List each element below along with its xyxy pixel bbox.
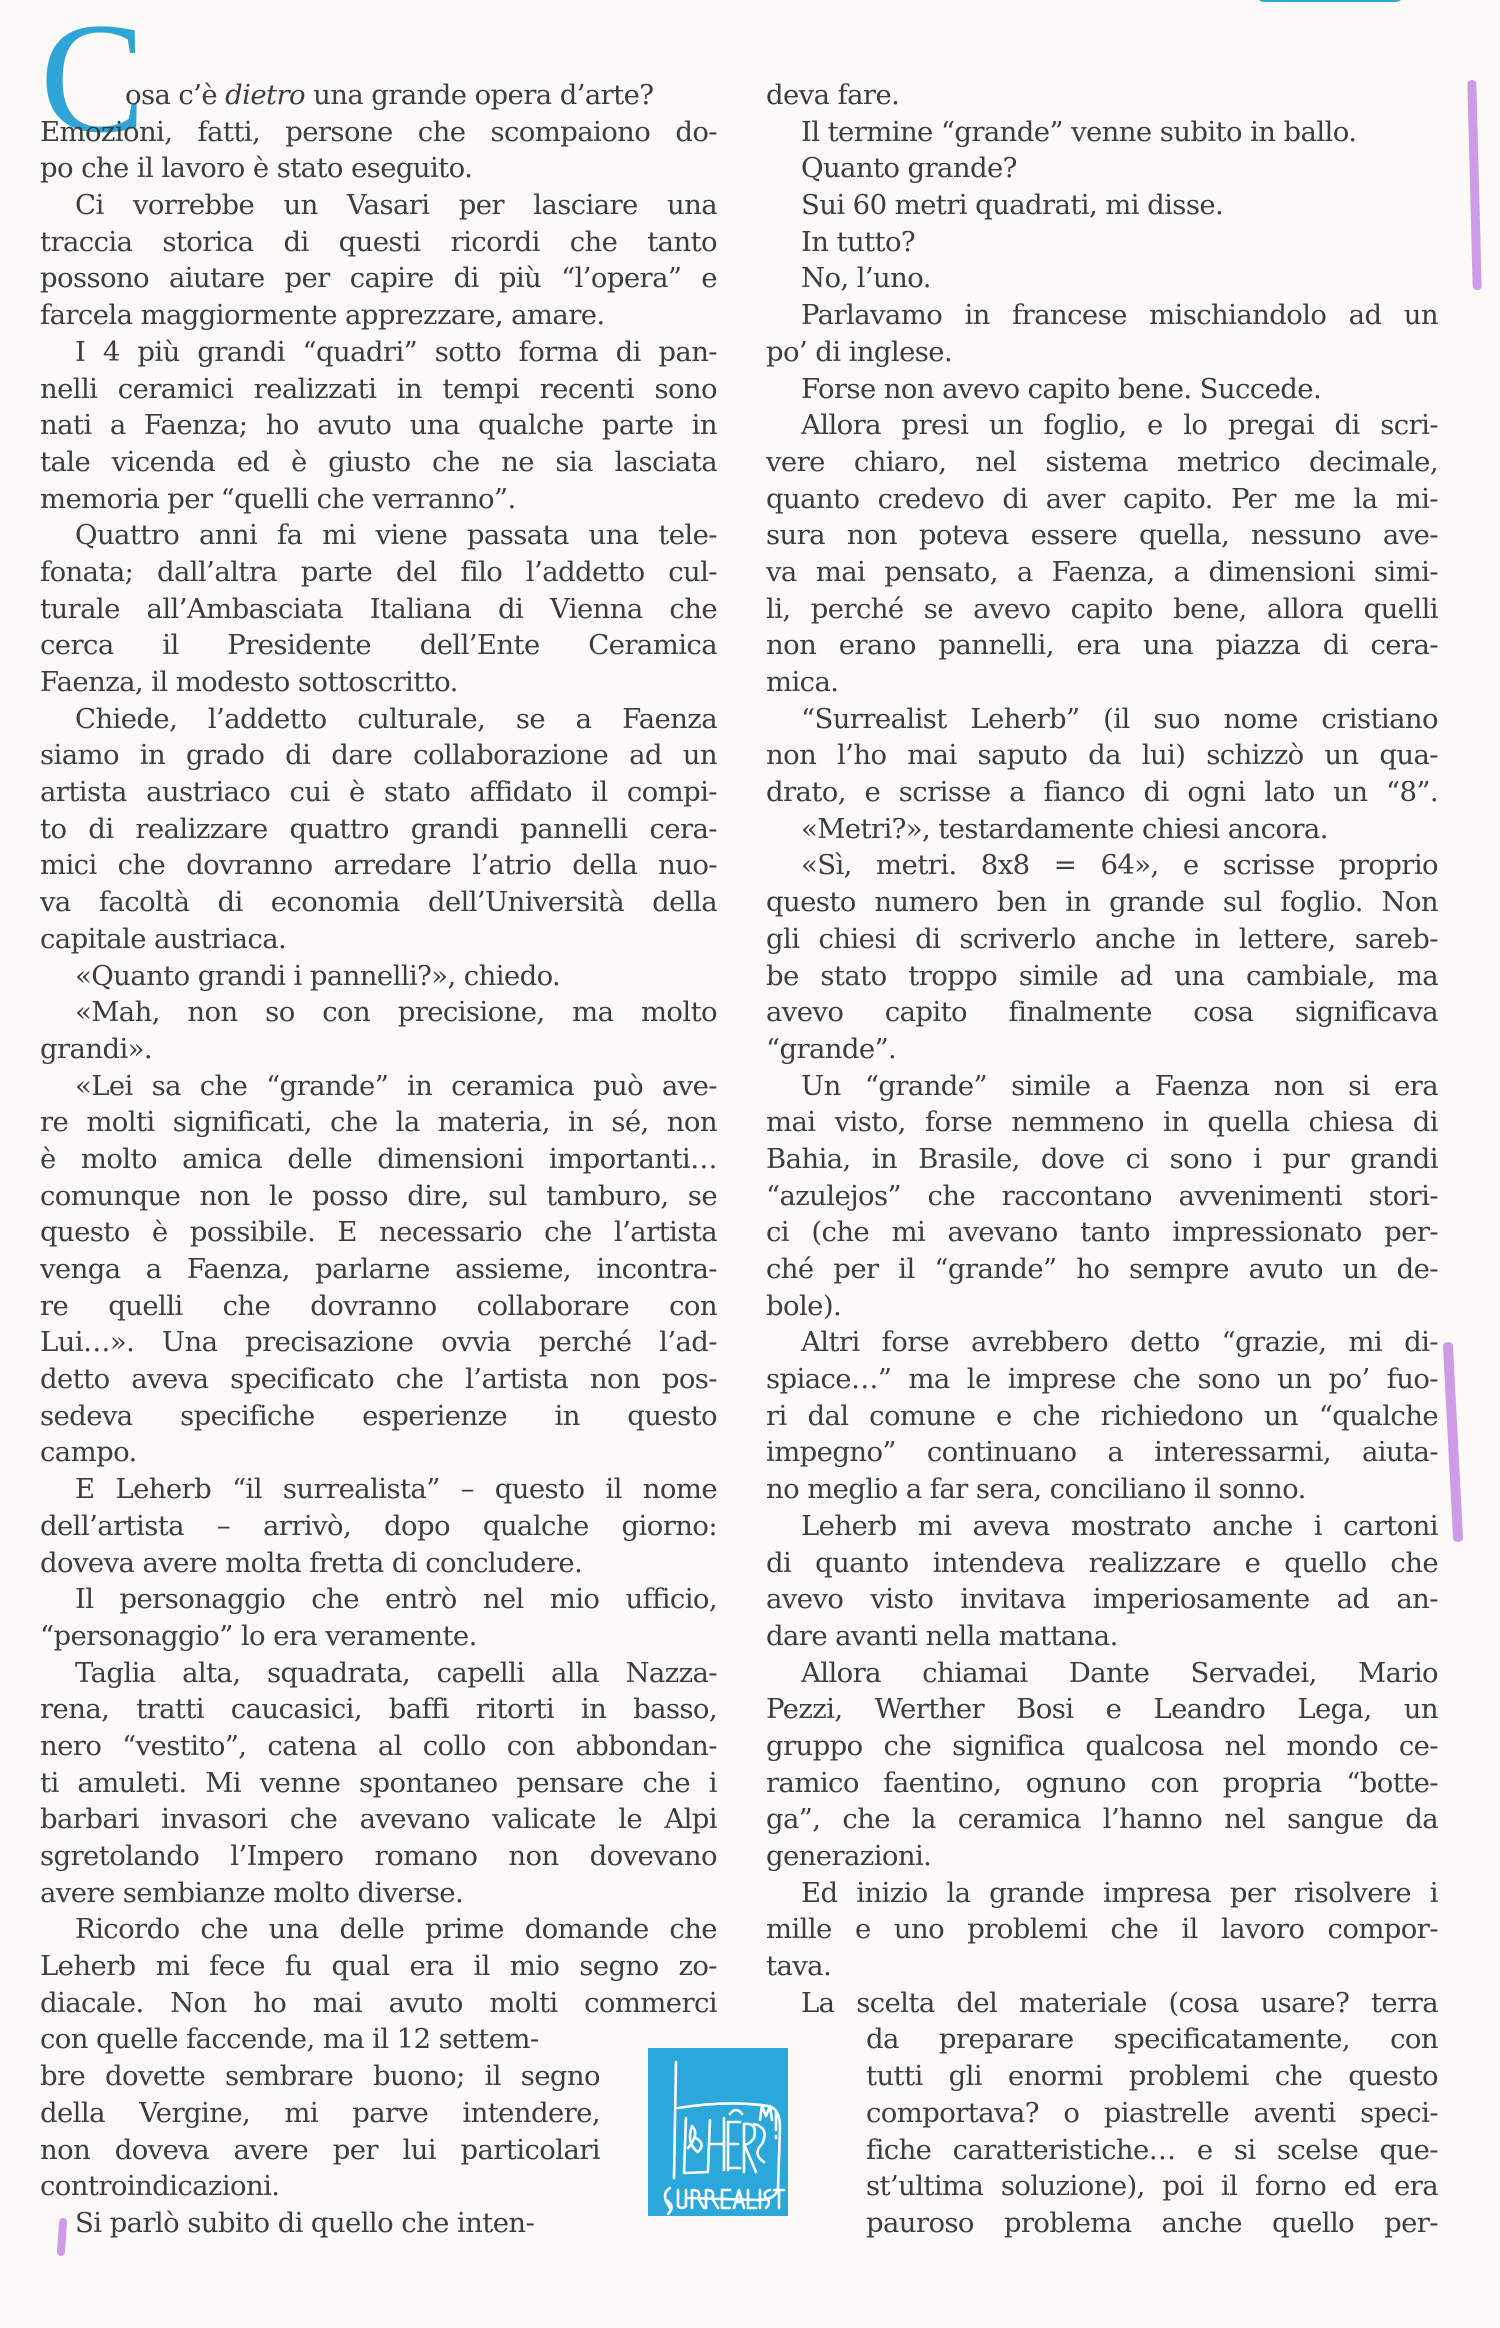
text-line: è molto amica delle dimensioni importanti… [40, 1142, 717, 1175]
text-line: va mai pensato, a Faenza, a dimensioni simi- [766, 555, 1438, 588]
text-line: li, perché se avevo capito bene, allora quelli [766, 592, 1438, 625]
highlighter-mark-top [1467, 80, 1481, 290]
text-line: gruppo che significa qualcosa nel mondo ce- [766, 1729, 1438, 1762]
text-line: «Lei sa che “grande” in ceramica può ave- [75, 1069, 717, 1102]
text-line: doveva avere molta fretta di concludere. [40, 1546, 583, 1579]
text-line: rena, tratti caucasici, baffi ritorti in basso, [40, 1693, 717, 1726]
text-line: tava. [766, 1950, 832, 1983]
text-line: bole). [766, 1289, 842, 1322]
text-line: barbari invasori che avevano valicate le Alpi [40, 1803, 717, 1836]
text-fragment: osa c’è [125, 79, 226, 111]
text-line: Leherb mi fece fu qual era il mio segno zo- [40, 1950, 717, 1983]
text-line: ché per il “grande” ho sempre avuto un de- [766, 1253, 1438, 1285]
text-line: diacale. Non ho mai avuto molti commerci [40, 1986, 717, 2019]
text-line: capitale austriaca. [40, 922, 287, 955]
text-line: Parlavamo in francese mischiandolo ad un [801, 299, 1438, 332]
highlighter-mark-bottom [57, 2218, 68, 2256]
text-line: avevo visto invitava imperiosamente ad an- [766, 1583, 1438, 1616]
text-line: della Vergine, mi parve intendere, [40, 2096, 600, 2129]
text-line: da preparare specificatamente, con [866, 2023, 1438, 2056]
text-line: Chiede, l’addetto culturale, se a Faenza [75, 702, 717, 735]
text-line: con quelle faccende, ma il 12 settem- [40, 2023, 539, 2056]
text-line: tutti gli enormi problemi che questo [866, 2060, 1438, 2093]
text-line: questo è possibile. E necessario che l’artista [40, 1216, 717, 1249]
text-line: Il personaggio che entrò nel mio ufficio, [75, 1583, 717, 1616]
text-line: ramico faentino, ognuno con propria “botte- [766, 1766, 1438, 1799]
text-line: Leherb mi aveva mostrato anche i cartoni [801, 1509, 1438, 1542]
text-line: Ed inizio la grande impresa per risolvere i [801, 1876, 1438, 1909]
text-line: be stato troppo simile ad una cambiale, ma [766, 959, 1438, 992]
text-line: quanto credevo di aver capito. Per me la mi- [766, 482, 1438, 515]
text-line: artista austriaco cui è stato affidato il compi- [40, 776, 717, 809]
text-line: avevo capito finalmente cosa significava [766, 996, 1438, 1029]
text-line: st’ultima soluzione), poi il forno ed era [866, 2170, 1438, 2203]
text-line: Taglia alta, squadrata, capelli alla Nazza- [75, 1656, 717, 1689]
text-line: questo numero ben in grande sul foglio. Non [766, 886, 1438, 919]
text-line: tale vicenda ed è giusto che ne sia lasciata [40, 445, 717, 478]
text-line: bre dovette sembrare buono; il segno [40, 2060, 600, 2093]
highlighter-mark-middle [1443, 1342, 1463, 1542]
text-line: possono aiutare per capire di più “l’opera” e [40, 262, 717, 295]
text-line: La scelta del materiale (cosa usare? terra [801, 1986, 1438, 2019]
text-line: nelli ceramici realizzati in tempi recenti sono [40, 372, 717, 405]
text-line: va facoltà di economia dell’Università della [40, 886, 717, 919]
text-line: non l’ho mai saputo da lui) schizzò un qua- [766, 739, 1438, 772]
text-line: «Quanto grandi i pannelli?», chiedo. [75, 959, 561, 992]
text-line: E Leherb “il surrealista” – questo il nome [75, 1473, 717, 1506]
text-line: vere chiaro, nel sistema metrico decimale, [766, 445, 1438, 478]
text-line: campo. [40, 1436, 137, 1469]
text-line: pauroso problema anche quello per- [866, 2206, 1438, 2239]
text-line: nero “vestito”, catena al collo con abbondan- [40, 1729, 717, 1762]
text-line: non erano pannelli, era una piazza di cera- [766, 629, 1438, 662]
text-line: detto aveva specificato che l’artista non pos- [40, 1363, 717, 1396]
text-line: to di realizzare quattro grandi pannelli cera- [40, 812, 717, 845]
text-line: gli chiesi di scriverlo anche in lettere, sareb- [766, 922, 1438, 955]
text-line: ti amuleti. Mi venne spontaneo pensare che i [40, 1766, 717, 1799]
text-line: No, l’uno. [801, 262, 931, 295]
text-line: “Surrealist Leherb” (il suo nome cristiano [801, 702, 1438, 735]
text-line: Ricordo che una delle prime domande che [75, 1913, 717, 1946]
drop-cap: C [40, 0, 146, 166]
text-line: «Metri?», testardamente chiesi ancora. [801, 812, 1328, 845]
text-line: Allora presi un foglio, e lo pregai di scri- [801, 409, 1438, 442]
text-line: re molti significati, che la materia, in sé, non [40, 1106, 717, 1139]
text-line: comportava? o piastrelle aventi speci- [866, 2096, 1438, 2129]
text-line: nati a Faenza; ho avuto una qualche parte in [40, 409, 717, 442]
text-line: venga a Faenza, parlarne assieme, incontra- [40, 1253, 717, 1285]
text-line: memoria per “quelli che verranno”. [40, 482, 516, 515]
text-line: spiace…” ma le imprese che sono un po’ fuo- [766, 1363, 1438, 1396]
text-line: po’ di inglese. [766, 335, 953, 368]
text-line: sgretolando l’Impero romano non dovevano [40, 1840, 717, 1872]
text-line: traccia storica di questi ricordi che tanto [40, 225, 717, 258]
text-line: grandi». [40, 1032, 153, 1065]
text-line: Bahia, in Brasile, dove ci sono i pur grandi [766, 1142, 1438, 1175]
text-line: dell’artista – arrivò, dopo qualche giorno: [40, 1509, 717, 1542]
text-line: ri dal comune e che richiedono un “qualche [766, 1399, 1438, 1432]
text-line: Quattro anni fa mi viene passata una tele- [75, 519, 717, 552]
text-line: ci (che mi avevano tanto impressionato per- [766, 1216, 1438, 1249]
text-line: sedeva specifiche esperienze in questo [40, 1399, 717, 1432]
text-line: In tutto? [801, 225, 916, 258]
text-fragment: una grande opera d’arte? [305, 79, 654, 111]
signature-icon [648, 2048, 788, 2216]
text-line: deva fare. [766, 79, 900, 111]
text-line: Ci vorrebbe un Vasari per lasciare una [75, 189, 717, 222]
text-line: “azulejos” che raccontano avvenimenti stori- [766, 1179, 1438, 1212]
text-line: siamo in grado di dare collaborazione ad un [40, 739, 717, 772]
text-line: avere sembianze molto diverse. [40, 1876, 464, 1909]
text-line: mica. [766, 666, 839, 698]
text-line: fonata; dall’altra parte del filo l’addetto cul- [40, 555, 717, 588]
text-line [40, 77, 717, 114]
text-line: mille e uno problemi che il lavoro compor- [766, 1913, 1438, 1946]
text-line: mai visto, forse nemmeno in quella chiesa di [766, 1106, 1438, 1139]
text-line: Emozioni, fatti, persone che scompaiono do- [40, 115, 717, 148]
text-line: Faenza, il modesto sottoscritto. [40, 666, 458, 698]
text-line: turale all’Ambasciata Italiana di Vienna che [40, 592, 717, 625]
text-line: Sui 60 metri quadrati, mi disse. [801, 189, 1224, 222]
text-line: cerca il Presidente dell’Ente Ceramica [40, 629, 717, 662]
text-line: Un “grande” simile a Faenza non si era [801, 1069, 1438, 1102]
text-line: fiche caratteristiche… e si scelse que- [866, 2133, 1438, 2166]
text-line: no meglio a far sera, conciliano il sonno. [766, 1473, 1306, 1506]
text-line: Allora chiamai Dante Servadei, Mario [801, 1656, 1438, 1689]
text-line: Forse non avevo capito bene. Succede. [801, 372, 1322, 405]
text-line: di quanto intendeva realizzare e quello che [766, 1546, 1438, 1579]
text-line: «Mah, non so con precisione, ma molto [75, 996, 717, 1029]
text-line: comunque non le posso dire, sul tamburo, se [40, 1179, 717, 1212]
text-line: po che il lavoro è stato eseguito. [40, 152, 473, 185]
text-line: Il termine “grande” venne subito in ballo. [801, 115, 1357, 148]
text-line: impegno” continuano a interessarmi, aiuta- [766, 1436, 1438, 1469]
left-column [40, 77, 717, 2242]
text-line: Pezzi, Werther Bosi e Leandro Lega, un [766, 1693, 1438, 1726]
text-line: non doveva avere per lui particolari [40, 2133, 600, 2166]
text-line: Quanto grande? [801, 152, 1017, 185]
text-line: mici che dovranno arredare l’atrio della nuo- [40, 849, 717, 882]
text-line: “personaggio” lo era veramente. [40, 1619, 477, 1652]
italic-word: dietro [225, 79, 305, 111]
text-line: controindicazioni. [40, 2170, 280, 2203]
text-line: «Sì, metri. 8x8 = 64», e scrisse proprio [801, 849, 1438, 882]
text-line: ga”, che la ceramica l’hanno nel sangue da [766, 1803, 1438, 1836]
text-line: I 4 più grandi “quadri” sotto forma di pan- [75, 335, 717, 368]
top-edge-tab [1255, 0, 1405, 2]
text-line: Si parlò subito di quello che inten- [75, 2206, 535, 2239]
text-line: sura non poteva essere quella, nessuno ave- [766, 519, 1438, 552]
text-line: “grande”. [766, 1032, 897, 1065]
text-line: farcela maggiormente apprezzare, amare. [40, 299, 605, 332]
text-line: drato, e scrisse a fianco di ogni lato un “8”. [766, 776, 1438, 809]
text-line: dare avanti nella mattana. [766, 1619, 1118, 1652]
text-line: re quelli che dovranno collaborare con [40, 1289, 717, 1322]
leherb-surrealisto-logo [648, 2048, 788, 2216]
right-column [766, 77, 1438, 2242]
text-line: Lui…». Una precisazione ovvia perché l’ad- [40, 1326, 717, 1359]
text-line: Altri forse avrebbero detto “grazie, mi di- [801, 1326, 1438, 1359]
text-line: generazioni. [766, 1840, 932, 1872]
